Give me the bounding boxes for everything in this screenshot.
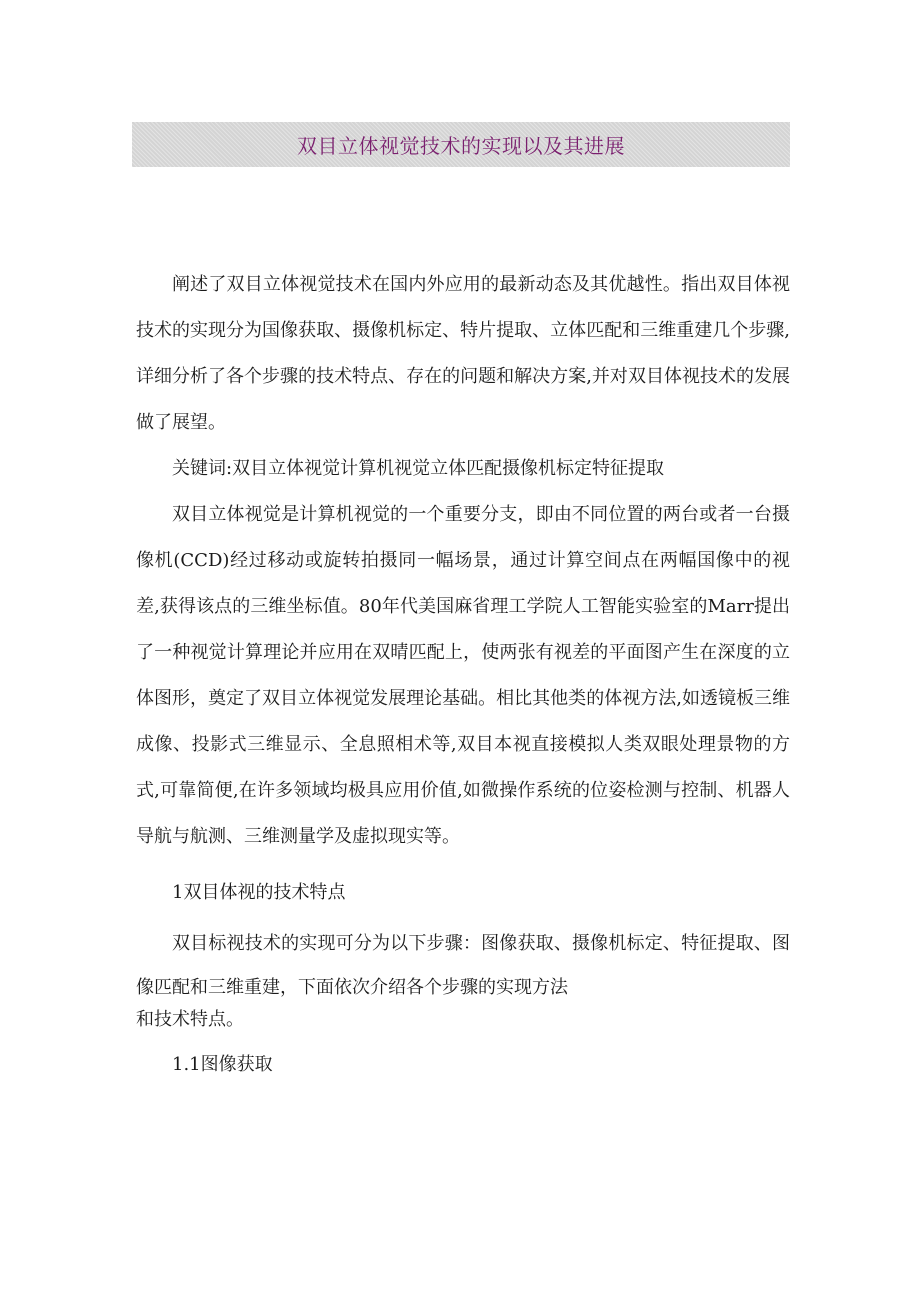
section-1-body-tail: 和技术特点。 <box>136 1009 244 1030</box>
intro-paragraph: 双目立体视觉是计算机视觉的一个重要分支，即由不同位置的两台或者一台摄像机(CCD)经过移动或旋转拍摄同一幅场景，通过计算空间点在两幅国像中的视差,获得该点的三维坐标值。80年代美国麻省理工学院人工智能实验室的Marr提出了一种视觉计算理论并应用在双晴匹配上，使两张有视差的平面图产生在深度的立体图形，奠定了双目立体视觉发展理论基础。相比其他类的体视方法,如透镜板三维成像、投影式三维显示、全息照相术等,双目本视直接模拟人类双眼处理景物的方式,可靠简便,在许多领域均极具应用价值,如微操作系统的位姿检测与控制、机器人导航与航测、三维测量学及虚拟现实等。 <box>136 504 790 847</box>
section-1-heading: 1双目体视的技术特点 <box>172 882 346 903</box>
title-banner <box>132 122 790 167</box>
document-title: 双目立体视觉技术的实现以及其进展 <box>297 134 625 158</box>
keywords-paragraph: 关键词:双目立体视觉计算机视觉立体匹配摄像机标定特征提取 <box>172 458 665 479</box>
section-1-body: 双目标视技术的实现可分为以下步骤：图像获取、摄像机标定、特征提取、图像匹配和三维重建，下面依次介绍各个步骤的实现方法 <box>136 933 790 998</box>
abstract-paragraph: 阐述了双目立体视觉技术在国内外应用的最新动态及其优越性。指出双目体视技术的实现分为国像获取、摄像机标定、特片提取、立体匹配和三维重建几个步骤,详细分析了各个步骤的技术特点、存在的问题和解决方案,并对双目体视技术的发展做了展望。 <box>136 274 790 433</box>
section-1-1-heading: 1.1图像获取 <box>172 1054 273 1075</box>
document-body <box>136 262 790 1088</box>
section-1-paragraph <box>136 922 790 1030</box>
